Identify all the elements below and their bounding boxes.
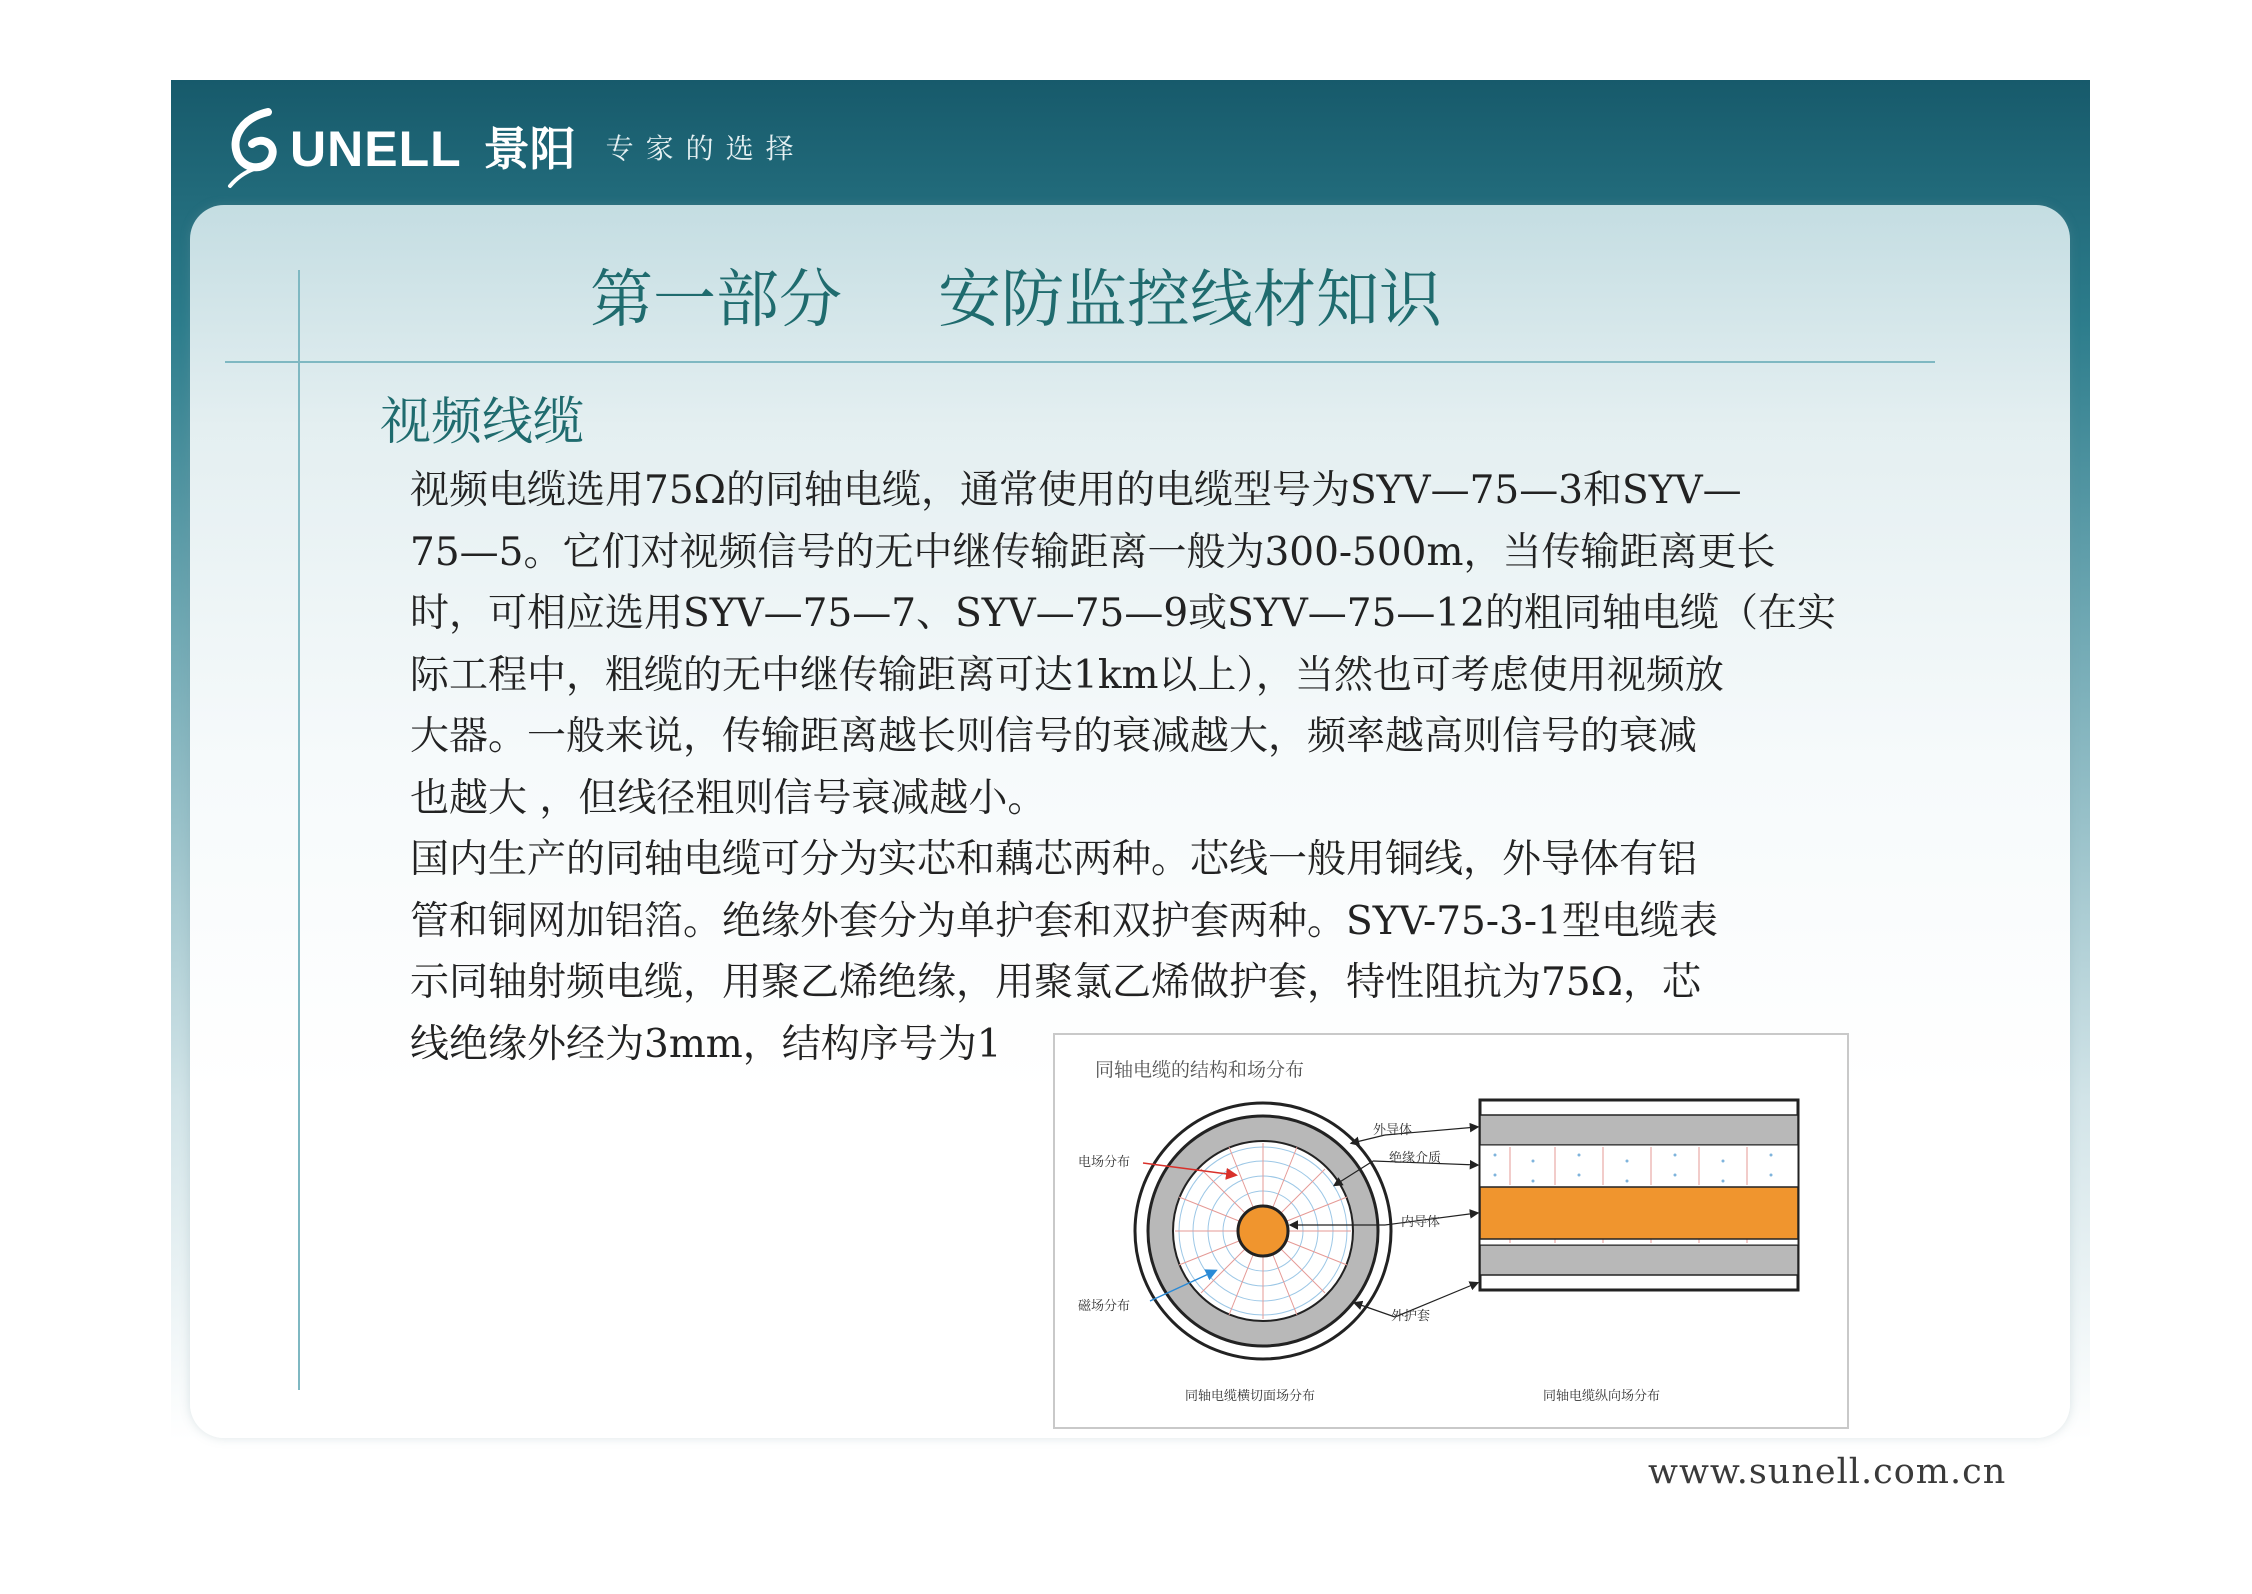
body-line: 线绝缘外经为3mm，结构序号为1 (410, 1021, 1002, 1067)
label-magnetic-field: 磁场分布 (1078, 1299, 1131, 1314)
body-line: 也越大 ，但线径粗则信号衰减越小。 (410, 775, 1047, 821)
section-heading: 视频线缆 (380, 393, 585, 452)
inner-conductor-core (1238, 1206, 1288, 1256)
sunell-logo (222, 104, 806, 194)
longitudinal-core (1480, 1187, 1798, 1239)
brand-slogan: 专家的选择 (605, 132, 806, 165)
swirl-logo-icon (222, 104, 288, 194)
label-jacket: 外护套 (1391, 1309, 1431, 1324)
caption-cross-section: 同轴电缆横切面场分布 (1185, 1389, 1316, 1404)
coax-cable-figure (1053, 1033, 1849, 1429)
figure-title: 同轴电缆的结构和场分布 (1095, 1059, 1305, 1081)
label-outer-conductor: 外导体 (1373, 1123, 1413, 1138)
brand-name: UNELL (290, 121, 462, 177)
longitudinal-section (1480, 1100, 1798, 1290)
body-line: 际工程中，粗缆的无中继传输距离可达1km以上），当然也可考虑使用视频放 (410, 652, 1724, 698)
body-line: 示同轴射频电缆，用聚乙烯绝缘，用聚氯乙烯做护套，特性阻抗为75Ω，芯 (410, 960, 1701, 1005)
body-line: 大器。一般来说，传输距离越长则信号的衰减越大，频率越高则信号的衰减 (410, 714, 1698, 759)
footer-website-url: www.sunell.com.cn (1648, 1452, 2007, 1492)
body-line: 国内生产的同轴电缆可分为实芯和藕芯两种。芯线一般用铜线，外导体有铝 (410, 837, 1698, 882)
slide-title (590, 262, 1442, 338)
brand-name-cn: 景阳 (483, 122, 576, 176)
body-line: 管和铜网加铝箔。绝缘外套分为单护套和双护套两种。SYV-75-3-1型电缆表 (410, 898, 1718, 944)
vertical-divider (298, 270, 300, 1390)
label-electric-field: 电场分布 (1078, 1155, 1131, 1170)
slide-title-part: 第一部分 (590, 263, 842, 336)
cross-section (1135, 1103, 1391, 1359)
body-line: 时，可相应选用SYV—75—7、SYV—75—9或SYV—75—12的粗同轴电缆（在实 (410, 591, 1837, 636)
slide-title-main: 安防监控线材知识 (938, 263, 1442, 336)
body-line: 75—5。它们对视频信号的无中继传输距离一般为300-500m，当传输距离更长 (410, 529, 1776, 575)
label-insulation: 绝缘介质 (1389, 1151, 1442, 1166)
label-inner-conductor: 内导体 (1401, 1215, 1441, 1230)
body-text (410, 460, 1855, 1075)
horizontal-divider (225, 361, 1935, 363)
caption-longitudinal: 同轴电缆纵向场分布 (1543, 1389, 1661, 1404)
coax-diagram (1055, 1035, 1847, 1427)
body-line: 视频电缆选用75Ω的同轴电缆，通常使用的电缆型号为SYV—75—3和SYV— (410, 468, 1742, 513)
